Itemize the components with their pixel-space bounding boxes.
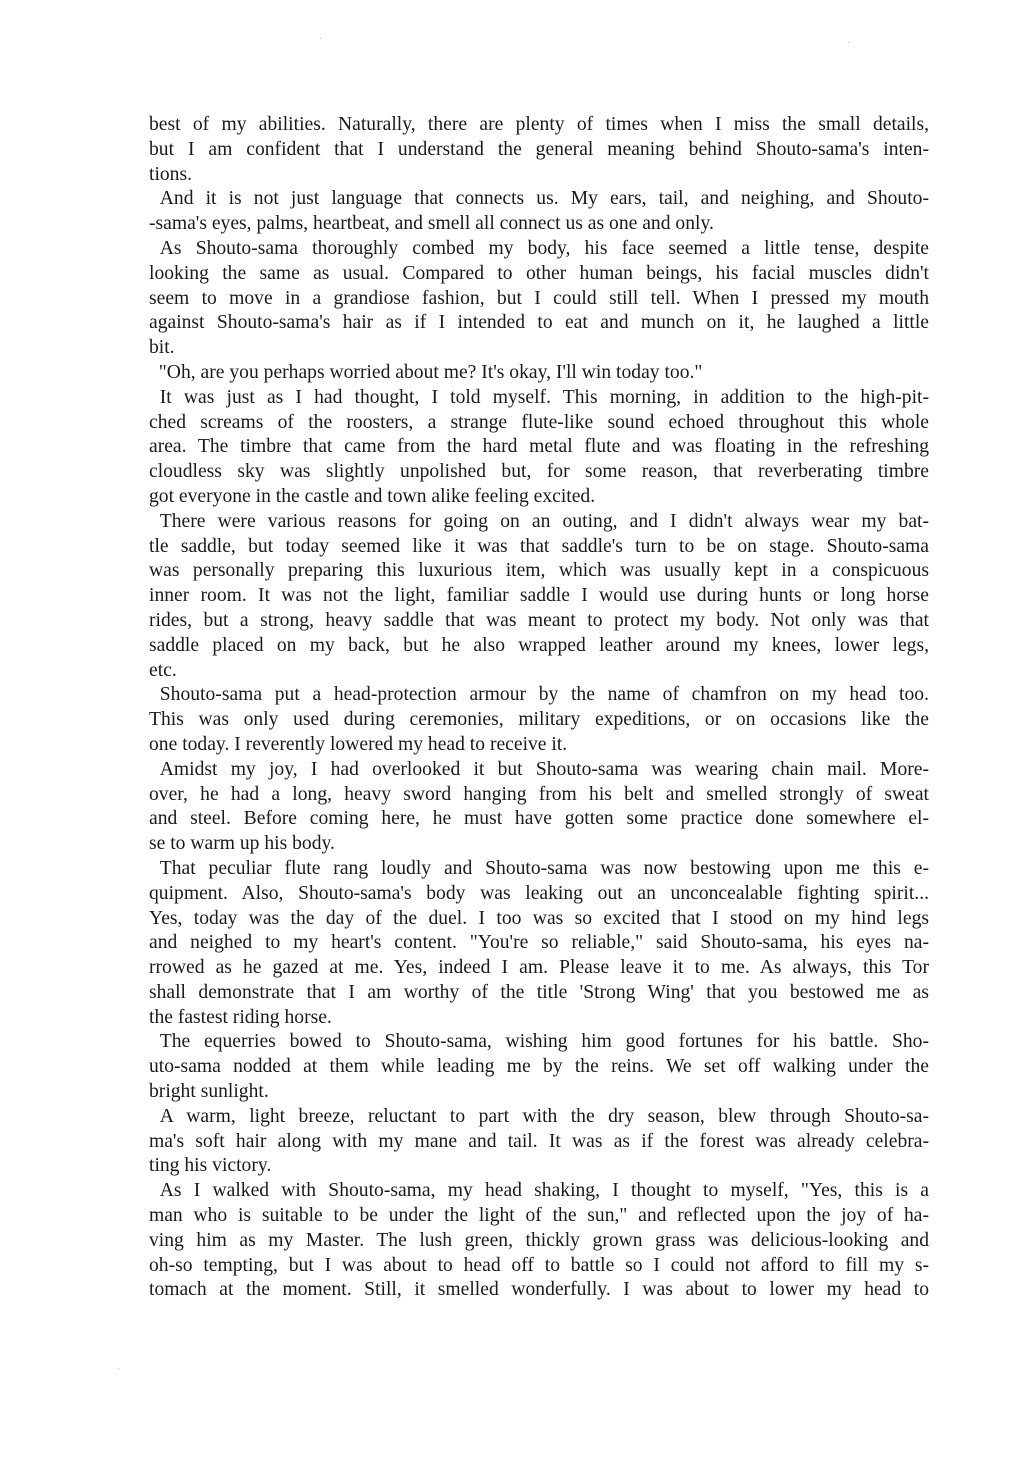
text-line: -sama's eyes, palms, heartbeat, and smell all connect us as one and only. xyxy=(149,213,714,235)
text-line: and neighed to my heart's content. "You're so reliable," said Shouto-sama, his eyes na- xyxy=(149,932,929,954)
text-line: ting his victory. xyxy=(149,1155,272,1177)
text-line: That peculiar flute rang loudly and Shouto-sama was now bestowing upon me this e- xyxy=(159,857,929,879)
text-line: rides, but a strong, heavy saddle that was meant to protect my body. Not only was that xyxy=(149,609,929,631)
text-line: A warm, light breeze, reluctant to part with the dry season, blew through Shouto-sa- xyxy=(159,1105,929,1127)
text-line: bright sunlight. xyxy=(149,1081,269,1103)
text-line: rrowed as he gazed at me. Yes, indeed I am. Please leave it to me. As always, this Tor xyxy=(149,957,929,979)
text-line: There were various reasons for going on an outing, and I didn't always wear my bat- xyxy=(159,510,929,532)
text-line: over, he had a long, heavy sword hanging from his belt and smelled strongly of sweat xyxy=(149,783,929,805)
text-line: uto-sama nodded at them while leading me by the reins. We set off walking under the xyxy=(149,1056,929,1078)
text-line: As I walked with Shouto-sama, my head shaking, I thought to myself, "Yes, this is a xyxy=(159,1180,929,1202)
text-line: was personally preparing this luxurious item, which was usually kept in a conspicuous xyxy=(149,560,929,582)
text-line: quipment. Also, Shouto-sama's body was leaking out an unconcealable fighting spirit... xyxy=(149,882,929,904)
text-line: man who is suitable to be under the light of the sun," and reflected upon the joy of ha- xyxy=(149,1205,929,1227)
text-line: etc. xyxy=(149,659,177,681)
text-line: It was just as I had thought, I told myself. This morning, in addition to the high-pit- xyxy=(159,386,929,408)
text-line: tomach at the moment. Still, it smelled wonderfully. I was about to lower my head to xyxy=(149,1279,929,1301)
text-line: The equerries bowed to Shouto-sama, wishing him good fortunes for his battle. Sho- xyxy=(159,1031,929,1053)
text-line: bit. xyxy=(149,337,175,359)
text-line: got everyone in the castle and town alike feeling excited. xyxy=(149,485,596,507)
text-line: shall demonstrate that I am worthy of the title 'Strong Wing' that you bestowed me as xyxy=(149,981,929,1003)
text-line: saddle placed on my back, but he also wrapped leather around my knees, lower legs, xyxy=(149,634,929,656)
text-line: cloudless sky was slightly unpolished but, for some reason, that reverberating timbre xyxy=(149,461,929,483)
text-line: seem to move in a grandiose fashion, but I could still tell. When I pressed my mouth xyxy=(149,287,929,309)
text-line: "Oh, are you perhaps worried about me? It's okay, I'll win today too." xyxy=(149,361,703,383)
text-line: oh-so tempting, but I was about to head off to battle so I could not afford to fill my s- xyxy=(149,1254,929,1276)
text-line: This was only used during ceremonies, military expeditions, or on occasions like the xyxy=(149,709,929,731)
text-line: looking the same as usual. Compared to other human beings, his facial muscles didn't xyxy=(149,262,929,284)
text-line: and steel. Before coming here, he must have gotten some practice done somewhere el- xyxy=(149,808,929,830)
text-line: se to warm up his body. xyxy=(149,833,335,855)
text-line: ched screams of the roosters, a strange flute-like sound echoed throughout this whole xyxy=(149,411,929,433)
text-line: but I am confident that I understand the general meaning behind Shouto-sama's inten- xyxy=(149,138,929,160)
text-line: against Shouto-sama's hair as if I intended to eat and munch on it, he laughed a little xyxy=(149,312,929,334)
text-line: ving him as my Master. The lush green, thickly grown grass was delicious-looking and xyxy=(149,1229,929,1251)
text-line: Amidst my joy, I had overlooked it but Shouto-sama was wearing chain mail. More- xyxy=(159,758,929,780)
body-text xyxy=(149,113,929,1303)
scan-speck xyxy=(118,1368,119,1369)
text-line: Shouto-sama put a head-protection armour by the name of chamfron on my head too. xyxy=(159,684,929,706)
text-line: tions. xyxy=(149,163,193,185)
text-line: inner room. It was not the light, familiar saddle I would use during hunts or long horse xyxy=(149,585,929,607)
text-line: And it is not just language that connects us. My ears, tail, and neighing, and Shouto- xyxy=(159,188,929,210)
text-line: area. The timbre that came from the hard metal flute and was floating in the refreshing xyxy=(149,436,929,458)
scan-speck xyxy=(848,42,849,43)
text-line: one today. I reverently lowered my head to receive it. xyxy=(149,733,568,755)
text-line: Yes, today was the day of the duel. I too was so excited that I stood on my hind legs xyxy=(149,907,929,929)
text-line: the fastest riding horse. xyxy=(149,1006,332,1028)
scan-speck xyxy=(320,38,321,39)
text-line: As Shouto-sama thoroughly combed my body, his face seemed a little tense, despite xyxy=(159,237,929,259)
text-line: best of my abilities. Naturally, there are plenty of times when I miss the small details, xyxy=(149,114,929,135)
text-line: tle saddle, but today seemed like it was that saddle's turn to be on stage. Shouto-sama xyxy=(149,535,929,557)
text-line: ma's soft hair along with my mane and tail. It was as if the forest was already celebra- xyxy=(149,1130,929,1152)
